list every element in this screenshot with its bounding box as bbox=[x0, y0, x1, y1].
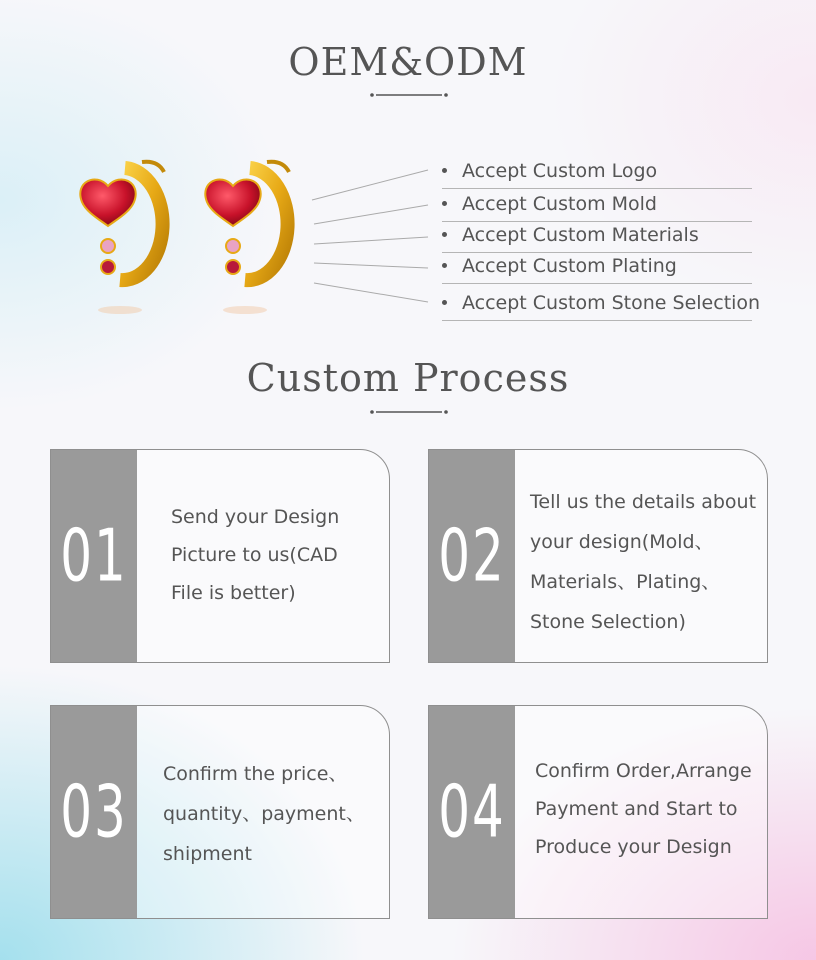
step-text-line: Send your Design bbox=[171, 506, 340, 528]
step-text-line: Stone Selection) bbox=[530, 611, 686, 633]
bullet-icon bbox=[442, 300, 447, 305]
step-text-line: Confirm the price、 bbox=[163, 763, 348, 785]
earring-left bbox=[80, 162, 164, 314]
step-text-line: Materials、Plating、 bbox=[530, 571, 721, 593]
step-number-box bbox=[429, 706, 515, 918]
feature-label: Accept Custom Logo bbox=[462, 160, 658, 182]
process-step-card bbox=[50, 705, 390, 919]
step-description bbox=[535, 752, 752, 866]
step-number: 03 bbox=[60, 769, 128, 855]
feature-label: Accept Custom Mold bbox=[462, 193, 657, 215]
step-text-line: Produce your Design bbox=[535, 836, 732, 858]
title-divider bbox=[370, 90, 448, 100]
process-step-card bbox=[428, 705, 768, 919]
earrings-image bbox=[70, 150, 310, 320]
feature-item bbox=[442, 220, 752, 253]
step-description bbox=[171, 498, 339, 612]
step-text-line: shipment bbox=[163, 843, 252, 865]
step-text-line: Tell us the details about bbox=[530, 491, 757, 513]
step-number: 04 bbox=[438, 769, 506, 855]
step-number: 01 bbox=[60, 513, 128, 599]
step-text-line: your design(Mold、 bbox=[530, 531, 714, 553]
feature-label: Accept Custom Plating bbox=[462, 255, 677, 277]
step-description bbox=[163, 754, 365, 874]
feature-item bbox=[442, 251, 752, 284]
earring-right bbox=[205, 162, 289, 314]
step-text-line: File is better) bbox=[171, 582, 296, 604]
bullet-icon bbox=[442, 168, 447, 173]
process-step-card bbox=[50, 449, 390, 663]
step-text-line: quantity、payment、 bbox=[163, 803, 365, 825]
step-text-line: Confirm Order,Arrange bbox=[535, 760, 752, 782]
step-text-line: Payment and Start to bbox=[535, 798, 738, 820]
feature-item bbox=[442, 189, 752, 222]
oem-odm-title: OEM&ODM bbox=[288, 40, 528, 84]
custom-process-title: Custom Process bbox=[246, 356, 570, 400]
bullet-icon bbox=[442, 201, 447, 206]
process-step-card bbox=[428, 449, 768, 663]
step-number-box bbox=[429, 450, 515, 662]
step-number-box bbox=[51, 706, 137, 918]
step-number-box bbox=[51, 450, 137, 662]
step-text-line: Picture to us(CAD bbox=[171, 544, 338, 566]
feature-label: Accept Custom Stone Selection bbox=[462, 292, 761, 314]
feature-item bbox=[442, 156, 752, 189]
step-number: 02 bbox=[438, 513, 506, 599]
bullet-icon bbox=[442, 263, 447, 268]
bullet-icon bbox=[442, 232, 447, 237]
feature-item bbox=[442, 288, 761, 321]
feature-label: Accept Custom Materials bbox=[462, 224, 699, 246]
step-description bbox=[530, 482, 756, 642]
title-divider bbox=[370, 407, 448, 417]
